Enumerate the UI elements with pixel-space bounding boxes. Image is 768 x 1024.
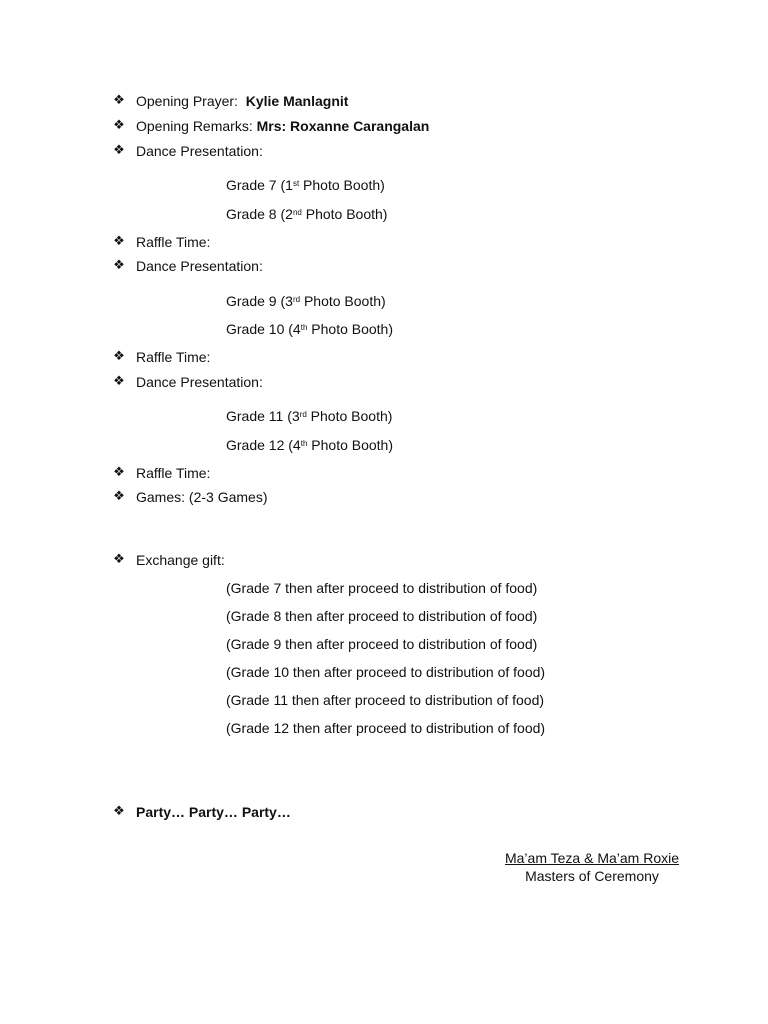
bullet-icon: ❖ xyxy=(113,143,125,158)
entry-text: Photo Booth) xyxy=(300,293,386,309)
signature-role: Masters of Ceremony xyxy=(525,868,659,884)
bullet-icon: ❖ xyxy=(113,465,125,480)
exchange-entry: (Grade 7 then after proceed to distribution of food) xyxy=(226,580,538,596)
entry-text: Photo Booth) xyxy=(307,437,394,453)
program-item-party: Party… Party… Party… xyxy=(136,804,291,820)
dance-entry xyxy=(226,436,393,454)
dance-entry xyxy=(226,292,386,310)
item-label: Opening Remarks: xyxy=(136,118,253,134)
entry-text: Grade 8 (2 xyxy=(226,206,293,222)
entry-text: Photo Booth) xyxy=(299,177,385,193)
ordinal-suffix: nd xyxy=(292,208,302,217)
program-item-dance-presentation: Dance Presentation: xyxy=(136,374,263,390)
entry-text: Grade 10 (4 xyxy=(226,321,301,337)
bullet-icon: ❖ xyxy=(113,552,125,567)
entry-text: Photo Booth) xyxy=(307,321,394,337)
bullet-icon: ❖ xyxy=(113,489,125,504)
bullet-icon: ❖ xyxy=(113,234,125,249)
program-item-exchange-gift: Exchange gift: xyxy=(136,552,225,568)
exchange-entry: (Grade 9 then after proceed to distribution of food) xyxy=(226,636,538,652)
item-value: Kylie Manlagnit xyxy=(245,93,349,109)
program-item-games: Games: (2-3 Games) xyxy=(136,489,268,505)
ordinal-suffix: rd xyxy=(299,410,307,419)
exchange-entry: (Grade 8 then after proceed to distribution of food) xyxy=(226,608,538,624)
entry-text: Grade 12 (4 xyxy=(226,437,301,453)
bullet-icon: ❖ xyxy=(113,804,125,819)
program-item-dance-presentation: Dance Presentation: xyxy=(136,258,263,274)
item-value: Mrs: Roxanne Carangalan xyxy=(256,118,430,134)
dance-entry xyxy=(226,205,387,223)
bullet-icon: ❖ xyxy=(113,93,125,108)
program-item-raffle-time: Raffle Time: xyxy=(136,349,211,365)
program-item-opening-prayer xyxy=(136,92,348,110)
exchange-entry: (Grade 11 then after proceed to distribution of food) xyxy=(226,692,545,708)
program-item-raffle-time: Raffle Time: xyxy=(136,234,211,250)
exchange-entry: (Grade 10 then after proceed to distribution of food) xyxy=(226,664,546,680)
ordinal-suffix: th xyxy=(300,323,308,332)
bullet-icon: ❖ xyxy=(113,374,125,389)
bullet-icon: ❖ xyxy=(113,118,125,133)
ordinal-suffix: rd xyxy=(292,295,301,304)
signature-names: Ma’am Teza & Ma’am Roxie xyxy=(504,850,680,866)
ordinal-suffix: st xyxy=(292,179,300,188)
dance-entry xyxy=(226,176,385,194)
program-item-raffle-time: Raffle Time: xyxy=(136,465,211,481)
entry-text: Grade 11 (3 xyxy=(226,408,300,424)
program-item-dance-presentation xyxy=(136,142,263,160)
entry-text: Grade 7 (1 xyxy=(226,177,293,193)
dance-entry xyxy=(226,320,393,338)
ordinal-suffix: th xyxy=(300,439,308,448)
entry-text: Photo Booth) xyxy=(301,206,388,222)
item-label: Opening Prayer: xyxy=(136,93,238,109)
item-label: Dance Presentation: xyxy=(136,143,263,159)
bullet-icon: ❖ xyxy=(113,349,125,364)
exchange-entry: (Grade 12 then after proceed to distribution of food) xyxy=(226,720,546,736)
bullet-icon: ❖ xyxy=(113,258,125,273)
entry-text: Grade 9 (3 xyxy=(226,293,293,309)
program-item-opening-remarks xyxy=(136,117,429,135)
dance-entry xyxy=(226,407,392,425)
entry-text: Photo Booth) xyxy=(306,408,393,424)
